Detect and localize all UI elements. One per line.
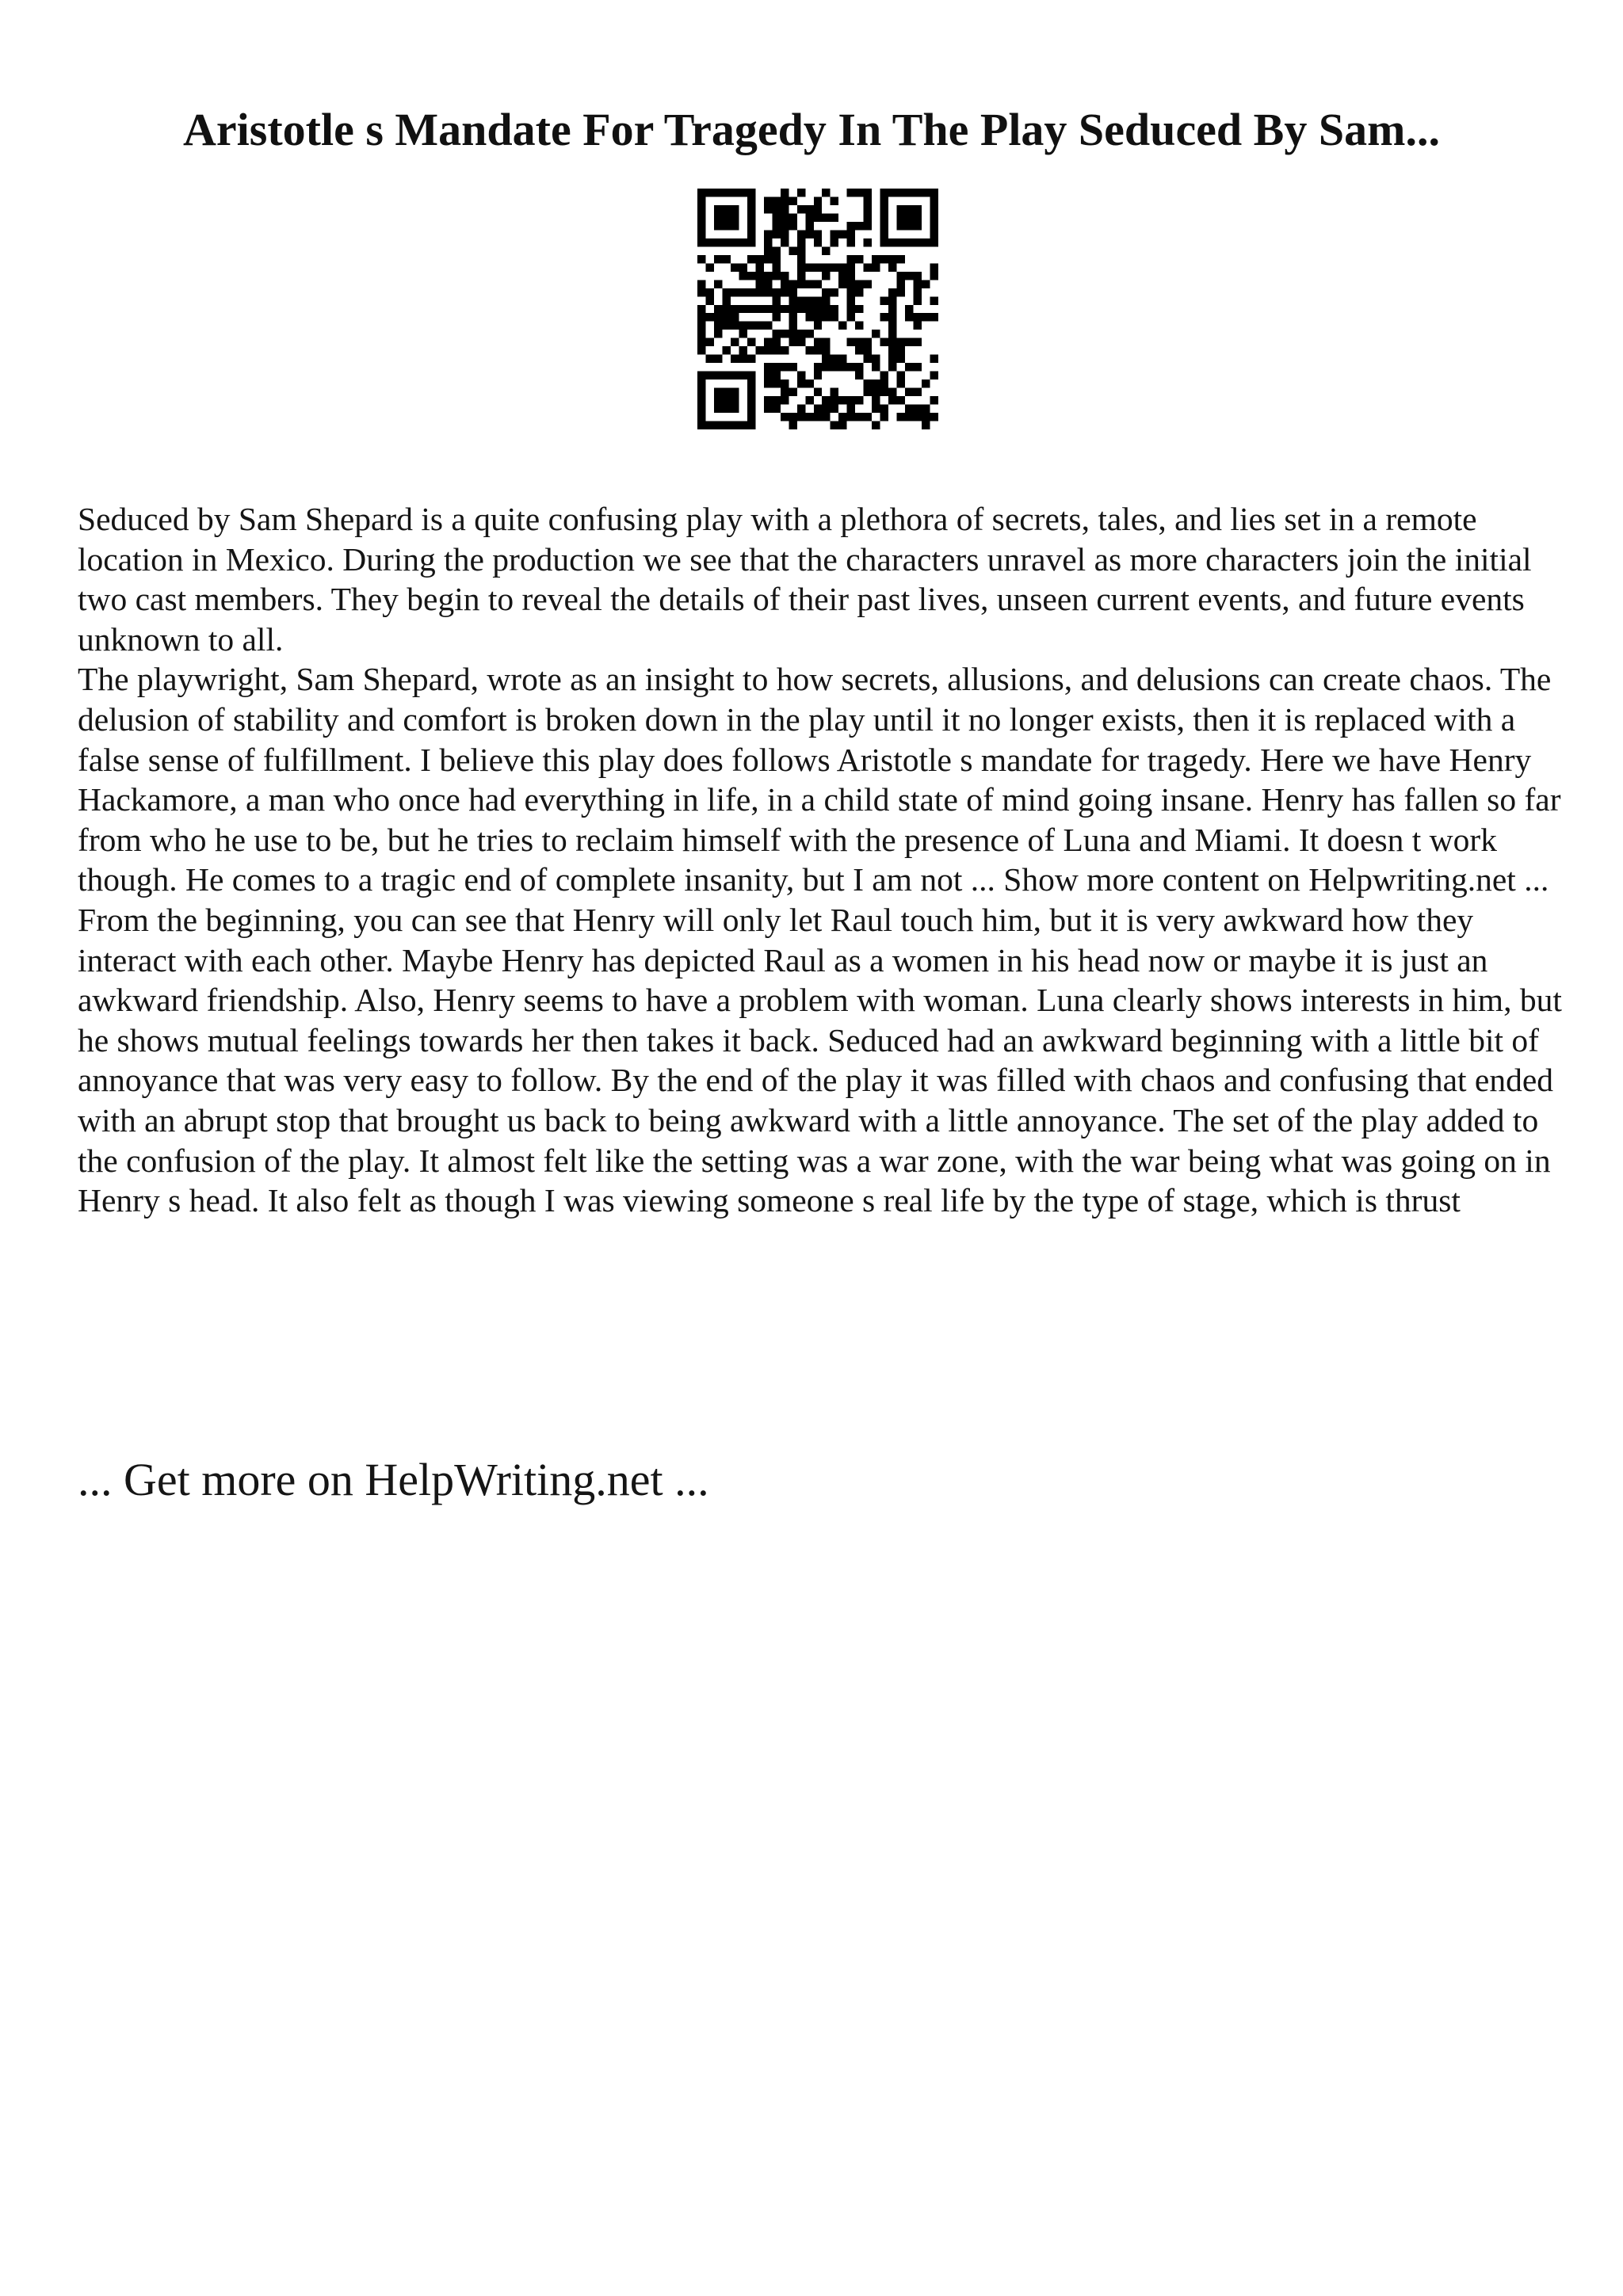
- paragraph-characters: From the beginning, you can see that Henry will only let Raul touch him, but it is very awkward how they interact with each other. Maybe Henry has depicted Raul as a women in his head now or maybe it is just an awkward friendship. Also, Henry seems to have a problem with woman. Luna clearly shows interests in him, but he shows mutual feelings towards her then takes it back. Seduced had an awkward beginning with a little bit of annoyance that was very easy to follow. By the end of the play it was filled with chaos and confusing that ended with an abrupt stop that brought us back to being awkward with a little annoyance. The set of the play added to the confusion of the play. It almost felt like the setting was a war zone, with the war being what was going on in Henry s head. It also felt as though I was viewing someone s real life by the type of stage, which is thrust: [78, 901, 1562, 1219]
- qr-code-icon[interactable]: [697, 189, 938, 429]
- paragraph-analysis: The playwright, Sam Shepard, wrote as an insight to how secrets, allusions, and delusions can create chaos. The delusion of stability and comfort is broken down in the play until it no longer exists, then it is replaced with a false sense of fulfillment. I believe this play does follows Aristotle s mandate for tragedy. Here we have Henry Hackamore, a man who once had everything in life, in a child state of mind going insane. Henry has fallen so far from who he use to be, but he tries to reclaim himself with the presence of Luna and Miami. It doesn t work though. He comes to a tragic end of complete insanity, but I am not ... Show more content on Helpwriting.net ...: [78, 661, 1561, 898]
- get-more-link[interactable]: ... Get more on HelpWriting.net ...: [78, 1454, 709, 1505]
- article-body: [78, 499, 1568, 1221]
- paragraph-intro: Seduced by Sam Shepard is a quite confusing play with a plethora of secrets, tales, and lies set in a remote location in Mexico. During the production we see that the characters unravel as more characters join the initial two cast members. They begin to reveal the details of their past lives, unseen current events, and future events unknown to all.: [78, 501, 1532, 658]
- document-title: Aristotle s Mandate For Tragedy In The Play Seduced By Sam...: [183, 104, 1440, 155]
